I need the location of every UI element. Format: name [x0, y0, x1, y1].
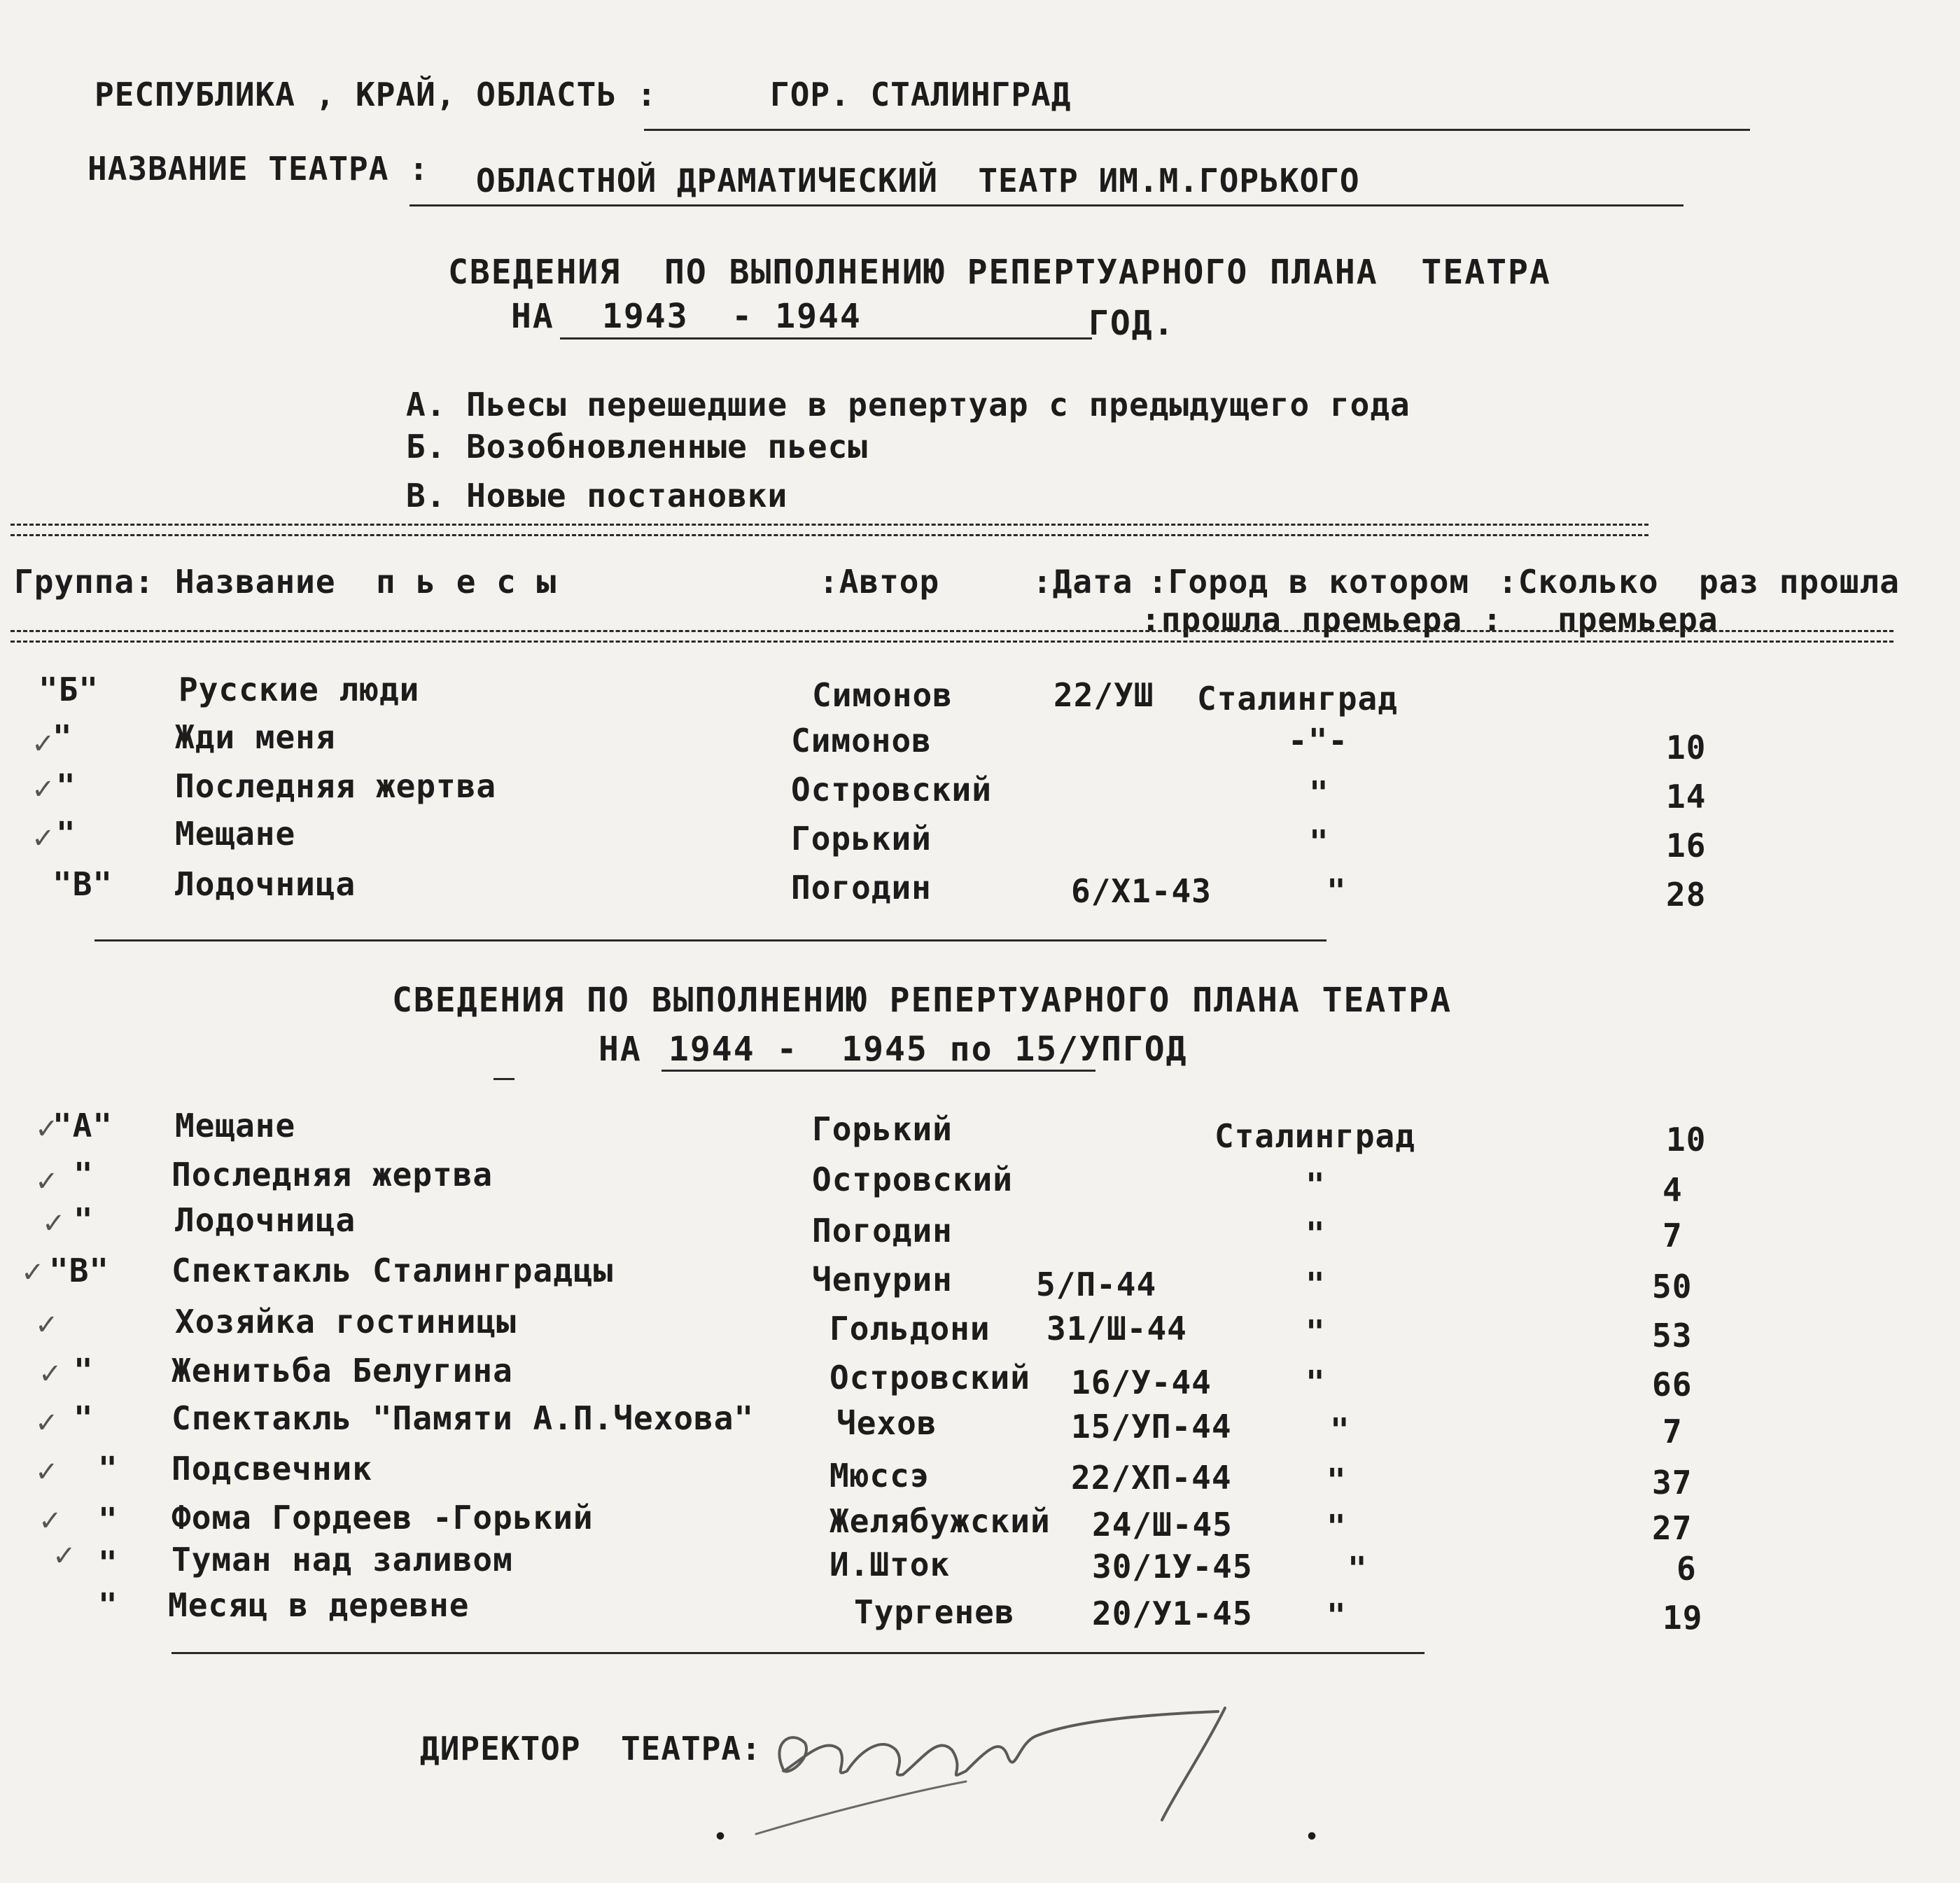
row-title: Последняя жертва [172, 1156, 493, 1194]
row-city: " [1309, 774, 1329, 812]
row-city: " [1306, 1313, 1326, 1351]
row-title: Лодочница [175, 1201, 356, 1239]
theatre-underline [410, 204, 1684, 206]
check-mark-icon: ✓ [31, 822, 55, 855]
col-group: Группа: [14, 563, 155, 601]
row-author: Симонов [812, 676, 953, 714]
row-title: Жди меня [175, 718, 336, 756]
dot-mark: • [714, 1825, 728, 1849]
director-signature [742, 1652, 1274, 1848]
row-title: Туман над заливом [172, 1541, 513, 1578]
row-group: " [74, 1399, 94, 1437]
row-author: Горький [791, 820, 932, 858]
row-date: 15/УП-44 [1071, 1408, 1232, 1446]
row-count: 37 [1652, 1464, 1693, 1502]
section2-title: СВЕДЕНИЯ ПО ВЫПОЛНЕНИЮ РЕПЕРТУАРНОГО ПЛАНА ТЕАТРА [392, 981, 1452, 1020]
row-title: Лодочница [175, 865, 356, 903]
row-count: 66 [1652, 1366, 1693, 1404]
legend-c: В. Новые постановки [406, 477, 788, 514]
check-mark-icon: ✓ [35, 1309, 59, 1341]
row-group: " [98, 1450, 118, 1488]
row-city: " [1330, 1411, 1350, 1449]
check-mark-icon: ✓ [31, 774, 55, 806]
row-count: 28 [1666, 876, 1707, 913]
row-author: Горький [812, 1110, 953, 1148]
row-date: 31/Ш-44 [1046, 1310, 1187, 1348]
row-city: " [1326, 1597, 1347, 1634]
row-group: " [56, 767, 76, 805]
row-title: Подсвечник [172, 1450, 372, 1488]
col-count: :Сколько раз прошла [1498, 563, 1900, 601]
theatre-value: ОБЛАСТНОЙ ДРАМАТИЧЕСКИЙ ТЕАТР ИМ.М.ГОРЬКОГО [476, 162, 1360, 200]
row-count: 10 [1666, 729, 1707, 766]
row-author: Островский [812, 1161, 1013, 1198]
row-city: " [1306, 1215, 1326, 1253]
check-mark-icon: ✓ [35, 1166, 59, 1198]
col-count-2: премьера [1558, 601, 1718, 638]
director-label: ДИРЕКТОР ТЕАТРА: [420, 1730, 762, 1768]
row-city: -"- [1288, 722, 1349, 760]
row-title: Спектакль "Памяти А.П.Чехова" [172, 1399, 755, 1437]
row-city: Сталинград [1214, 1117, 1415, 1155]
row-author: Тургенев [854, 1593, 1015, 1631]
section2-year-value: 1944 - 1945 по 15/УПГОД [668, 1030, 1188, 1069]
row-group: "В" [52, 865, 113, 903]
section1-year-prefix: НА [511, 297, 554, 336]
row-date: 22/ХП-44 [1071, 1459, 1232, 1497]
row-group: " [98, 1501, 118, 1539]
row-author: Гольдони [830, 1310, 990, 1348]
row-title: Русские люди [178, 671, 420, 708]
check-mark-icon: ✓ [21, 1256, 45, 1289]
row-date: 30/1У-45 [1092, 1548, 1253, 1586]
check-mark-icon: ✓ [52, 1540, 76, 1572]
check-mark-icon: ✓ [38, 1358, 62, 1390]
row-title: Последняя жертва [175, 767, 497, 805]
col-author: :Автор [819, 563, 940, 601]
row-city: " [1326, 1462, 1347, 1499]
row-group: " [98, 1586, 118, 1624]
row-title: Фома Гордеев -Горький [172, 1499, 594, 1536]
row-title: Хозяйка гостиницы [175, 1303, 517, 1340]
row-group: " [98, 1544, 118, 1582]
row-title: Месяц в деревне [168, 1586, 470, 1624]
row-author: Островский [830, 1359, 1030, 1396]
region-underline [644, 129, 1750, 131]
row-count: 4 [1662, 1171, 1683, 1209]
theatre-label: НАЗВАНИЕ ТЕАТРА : [88, 150, 429, 188]
row-author: Погодин [791, 869, 932, 906]
region-label: РЕСПУБЛИКА , КРАЙ, ОБЛАСТЬ : [94, 76, 657, 113]
row-author: Мюссэ [830, 1457, 930, 1494]
row-group: "В" [49, 1252, 110, 1289]
row-group: " [74, 1156, 94, 1194]
col-city-2: :прошла премьера : [1141, 601, 1503, 638]
row-author: Чепурин [812, 1261, 953, 1298]
row-author: Желябужский [830, 1502, 1051, 1540]
row-date: 5/П-44 [1036, 1266, 1157, 1303]
row-title: Мещане [175, 1107, 296, 1144]
legend-b: Б. Возобновленные пьесы [406, 428, 868, 465]
col-title: Название п ь е с ы [175, 563, 557, 601]
row-city: " [1348, 1550, 1368, 1588]
row-city: " [1306, 1266, 1326, 1303]
dash-mark [493, 1078, 514, 1080]
row-count: 6 [1676, 1550, 1697, 1588]
check-mark-icon: ✓ [35, 1456, 59, 1488]
check-mark-icon: ✓ [35, 1407, 59, 1439]
check-mark-icon: ✓ [35, 1113, 59, 1145]
row-group: "Б" [38, 671, 99, 708]
check-mark-icon: ✓ [42, 1208, 66, 1240]
section2-year-prefix: НА [598, 1030, 642, 1069]
section1-end-rule [94, 939, 1326, 941]
section2-year-underline [662, 1070, 1096, 1072]
row-count: 7 [1662, 1217, 1683, 1254]
table-header-bottom-rule [10, 630, 1893, 643]
row-count: 7 [1662, 1413, 1683, 1450]
col-city: :Город в котором [1148, 563, 1470, 601]
row-city: " [1326, 1508, 1347, 1546]
row-group: " [74, 1201, 94, 1239]
check-mark-icon: ✓ [31, 728, 55, 760]
row-date: 6/Х1-43 [1071, 872, 1212, 910]
table-header-top-rule [10, 524, 1648, 536]
row-count: 53 [1652, 1317, 1693, 1354]
row-author: Симонов [791, 722, 932, 760]
row-author: Островский [791, 771, 992, 808]
section1-year-value: 1943 - 1944 [602, 297, 862, 336]
section1-year-suffix: ГОД. [1088, 304, 1175, 343]
row-city: Сталинград [1197, 680, 1398, 718]
row-count: 50 [1652, 1268, 1693, 1306]
row-title: Спектакль Сталинградцы [172, 1252, 614, 1289]
row-group: " [56, 815, 76, 853]
row-group: " [52, 718, 73, 756]
legend-a: А. Пьесы перешедшие в репертуар с предыдущего года [406, 386, 1410, 424]
row-group: " [74, 1352, 94, 1390]
row-author: Чехов [836, 1404, 937, 1442]
row-date: 22/УШ [1054, 676, 1154, 714]
row-city: " [1306, 1364, 1326, 1401]
row-count: 16 [1666, 827, 1707, 864]
section1-year-underline [560, 337, 1092, 340]
check-mark-icon: ✓ [38, 1505, 62, 1537]
row-date: 24/Ш-45 [1092, 1506, 1233, 1544]
col-date: :Дата [1032, 563, 1133, 601]
row-author: Погодин [812, 1212, 953, 1250]
row-group: "А" [52, 1107, 113, 1144]
row-date: 16/У-44 [1071, 1364, 1212, 1401]
row-author: И.Шток [830, 1546, 951, 1583]
region-value: ГОР. СТАЛИНГРАД [770, 76, 1072, 113]
row-count: 10 [1666, 1121, 1707, 1158]
row-title: Мещане [175, 815, 296, 853]
row-city: " [1326, 872, 1347, 910]
row-count: 19 [1662, 1599, 1703, 1637]
row-date: 20/У1-45 [1092, 1595, 1253, 1632]
row-count: 27 [1652, 1509, 1693, 1547]
row-city: " [1309, 823, 1329, 861]
row-city: " [1306, 1166, 1326, 1204]
row-title: Женитьба Белугина [172, 1352, 513, 1390]
section1-title: СВЕДЕНИЯ ПО ВЫПОЛНЕНИЮ РЕПЕРТУАРНОГО ПЛАНА ТЕАТРА [448, 253, 1551, 292]
dot-mark: • [1306, 1825, 1320, 1849]
row-count: 14 [1666, 778, 1707, 816]
